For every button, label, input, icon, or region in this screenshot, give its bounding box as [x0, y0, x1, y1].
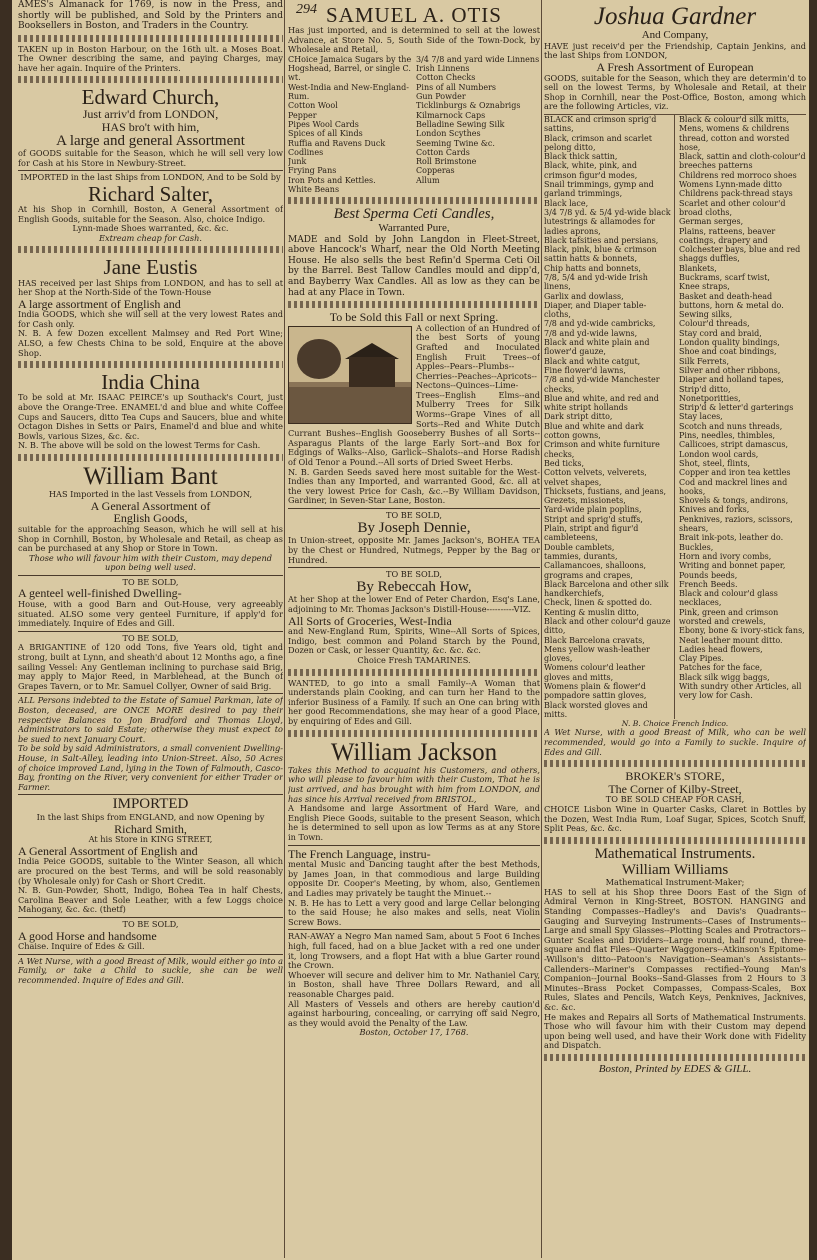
otis-goods [288, 55, 540, 194]
article-item: Strip'd ditto, [679, 384, 731, 394]
eustis-nb: N. B. A few Dozen excellent Malmsey and Red Port Wine; ALSO, a few Chests China to be sold, Enquire at the above Shop. [18, 328, 283, 358]
article-item: Patches for the face, [679, 663, 763, 673]
candles-body: MADE and Sold by John Langdon in Fleet-Street, above Hancock's Wharf, near the Old North Meeting House. He also sells the best Refin'd Sperma Ceti Oil by the Barrel. Best Tallow Candles mould and dipp'd, and Bayberry Wax Candles. All as low as they can be had at any Place in Town. [288, 234, 540, 298]
goods-item: Copperas [416, 166, 455, 176]
article-item: Childrens red morroco shoes [679, 170, 797, 180]
article-item: Black and white plain and flower'd gauze, [544, 338, 650, 357]
runaway-reward: Whoever will secure and deliver him to Mr. Nathaniel Cary, in Boston, shall have Three Dollars Reward, and all reasonable Charges paid. [288, 969, 540, 999]
runaway-caution: All Masters of Vessels and others are hereby caution'd against harbouring, concealing, or carrying off said Negro, as they would avoid the Penalty of the Law. [288, 998, 540, 1028]
eustis-body: HAS received per last Ships from LONDON, and has to sell at her Shop at the North-Side of the Town-House [18, 277, 283, 298]
goods-item: London Scythes [416, 129, 481, 139]
article-item: Kenting & muslin ditto, [544, 607, 640, 617]
goods-item: Roll Brimstone [416, 157, 477, 167]
smith-body: India Peice GOODS, suitable to the Winter Season, all which are procured on the best Terms, and will be sold reasonably (by Wholesale only) for Cash or Short Credit. [18, 856, 283, 886]
divider [288, 669, 540, 676]
article-item: Black Barcelona cravats, [544, 635, 645, 645]
divider [18, 631, 283, 632]
article-item: Crimson and white furniture checks, [544, 440, 660, 459]
how-body2: and New-England Rum, Spirits, Wine--All Sorts of Spices, Indigo, best common and Poland Starch by the Pound, Dozen or Cask, or lesser Quantity, &c. &c. &c. [288, 626, 540, 656]
article-item: Sewing silks, [679, 310, 733, 320]
runaway-notice: RAN-AWAY a Negro Man named Sam, about 5 Foot 6 Inches high, full faced, had on a blue Jacket with a red one under it, long Trowsers, and a flopt Hat with a blue Garter round the Crown. [288, 931, 540, 971]
to-be-sold: TO BE SOLD, [122, 919, 179, 930]
article-item: Horn and ivory combs, [679, 551, 772, 561]
article-item: Copper and iron tea kettles [679, 468, 791, 478]
divider [288, 567, 540, 568]
goods-item: Spices of all Kinds [288, 129, 363, 139]
article-item: Scarlet and other colour'd broad cloths, [679, 198, 786, 217]
goods-item: Gun Powder [416, 92, 466, 102]
gardner-items-left [544, 115, 675, 719]
goods-item: Allum [416, 175, 440, 185]
candles-sub: Warranted Pure, [378, 222, 450, 235]
article-item: Snail trimmings, gymp and garland trimmings, [544, 180, 654, 199]
article-item: Colour'd threads, [679, 319, 750, 329]
goods-item: Cotton Wool [288, 101, 338, 111]
article-item: Knives and forks, [679, 505, 750, 515]
article-item: Dark stript ditto, [544, 412, 613, 422]
wanted-notice: WANTED, to go into a small Family--A Woman that understands plain Cooking, and can turn her Hand to the inferior Business of a Family. If such an One can bring with her good Recommendations, she may hear of a good Place, by enquiring of Edes and Gill. [288, 677, 540, 727]
article-item: Silk Ferrets, [679, 356, 730, 366]
divider [18, 454, 283, 461]
french-nb: N. B. He has to Lett a very good and large Cellar belonging to the said House; he also makes and sells, neat Violin Screw Bows. [288, 897, 540, 927]
article-item: Black, crimson and scarlet pelong ditto, [544, 133, 652, 152]
goods-item: White Beans [288, 184, 340, 194]
article-item: 3/4 7/8 yd. & 5/4 yd-wide black lutestrings & allamodes for ladies aprons, [544, 207, 671, 236]
article-item: Pounds beeds, [679, 570, 738, 580]
nurse-notice: A Wet Nurse, with a good Breast of Milk, would either go into a Family, or take a Child to suckle, she can be well recommended. Inquire of Edes and Gill. [18, 955, 283, 985]
divider [288, 197, 540, 204]
newspaper-page [12, 0, 809, 1260]
divider [18, 170, 283, 171]
how-body: At her Shop at the lower End of Peter Chardon, Esq's Lane, adjoining to Mr. Thomas Jackson's Distill-House----------VIZ. [288, 594, 540, 615]
article-item: Black silk wigg baggs, [679, 672, 770, 682]
gardner-items-right [679, 115, 806, 719]
article-item: Womens Lynn-made ditto [679, 180, 782, 190]
divider [18, 35, 283, 42]
article-item: Fine flower'd lawns, [544, 365, 626, 375]
india-body: To be sold at Mr. ISAAC PEIRCE's up Southack's Court, just above the Orange-Tree. ENAMEL'd and blue and white Coffee Cups and Saucers, ditto Tea Cups and Saucers, blue and white Octagon Dishes in Setts or Pairs, Enamel'd and blue and white Bowls, various Sizes, &c. &c. [18, 392, 283, 441]
column-middle [288, 0, 540, 1258]
article-item: Black and colour'd glass necklaces, [679, 589, 778, 608]
divider [18, 954, 283, 955]
dwelling-body: House, with a good Barn and Out-House, very agreeably situated. ALSO some very genteel Furniture, if apply'd for immediately. Inquire of Edes and Gill. [18, 599, 283, 629]
article-item: Pins, needles, thimbles, [679, 431, 776, 441]
gardner-body: GOODS, suitable for the Season, which they are determin'd to sell on the lowest Terms, by Wholesale and Retail, at their Shop in Cornhill, near the Post-Office, Boston, among which are the following Articles, viz. [544, 72, 806, 112]
divider [288, 301, 540, 308]
goods-item: Pepper [288, 110, 317, 120]
goods-item: Cotton Cards [416, 147, 470, 157]
article-item: Neat leather mount ditto. [679, 635, 783, 645]
article-item: Black, sattin and cloth-colour'd breeches patterns [679, 152, 806, 171]
article-item: Double camblets, [544, 542, 615, 552]
salter-heading: Richard Salter, [87, 182, 214, 207]
article-item: tammies, durants, [544, 551, 618, 561]
divider [288, 929, 540, 930]
divider [18, 76, 283, 83]
article-item: Shovels & tongs, andirons, [679, 496, 789, 506]
trees-nb: N. B. Garden Seeds saved here most suitable for the West-Indies than any Imported, and warranted Good, &c. all at the very lowest Price for Cash, &c.--By William Davidson, Gardiner, in Seven-Star Lane, Boston. [288, 466, 540, 506]
broker-body: CHOICE Lisbon Wine in Quarter Casks, Claret in Bottles by the Dozen, West India Rum, Loaf Sugar, Spices, Scotch Snuff, Split Peas, &c. &c. [544, 804, 806, 834]
how-big: All Sorts of Groceries, West-India [288, 613, 452, 628]
divider [544, 760, 806, 767]
brig-notice: A BRIGANTINE of 120 odd Tons, five Years old, tight and strong, built at Lynn, and sheath'd about 12 Months ago, a fine sailing Vessel: Any Gentleman inclining to purchase said Brig, may apply to Major Reed, in Marblehead, at the Bunch of Grapes Tavern, or to Mr. Samuel Collyer, Owner of said Brig. [18, 642, 283, 691]
williams-heading: William Williams [621, 861, 729, 878]
article-item: Cod and mackrel lines and hooks, [679, 477, 788, 496]
church-line: HAS bro't with him, [101, 119, 200, 134]
goods-item: CHoice Jamaica Sugars by the Hogshead, Barrel, or single C. wt. [288, 54, 412, 83]
divider [288, 845, 540, 846]
article-item: 7/8 and yd-wide lawns, [544, 328, 638, 338]
otis-goods-right [416, 55, 540, 194]
tree-icon [297, 339, 341, 379]
french-heading: The French Language, instru- [288, 846, 431, 861]
otis-heading: SAMUEL A. OTIS [326, 3, 502, 27]
goods-item: Kilmarnock Caps [416, 110, 486, 120]
otis-goods-left [288, 55, 412, 194]
article-item: Penknives, raziors, scissors, shears, [679, 514, 793, 534]
how-tamarines: Choice Fresh TAMARINES. [357, 655, 471, 666]
article-item: Black, white, pink, and crimson figur'd modes, [544, 161, 638, 180]
to-be-sold: TO BE SOLD, [122, 576, 179, 587]
church-body: of GOODS suitable for the Season, which he will sell very low for Cash at his Store in Newbury-Street. [18, 148, 283, 168]
goods-item: Junk [288, 157, 307, 167]
williams-body: HAS to sell at his Shop three Doors East of the Sign of Admiral Vernon in King-Street, BOSTON. HANGING and Standing Compasses--Hadley's and Davis's Quadrants--Gauging and Surveying Instruments--Cases of Instruments--Large and small Spy Glasses--Plotting Scales and Protractors--Gunter Scales and Dividers--Large round, half round, three-square and flat Files--Quarter Waggoners--Atkinson's Epitome--Willson's ditto--Patoon's Navigation--Seaman's Assistants--Callenders--Mariner's Compasses rectified--Young Man's Companion--Journal Books--Sand-Glasses from 2 Hours to 3 Minutes--Brass Pocket Compasses, Compass-Scales, Box Rules, Slates and Pencils, Watch Keys, Penknives, Jacknives, &c. &c. [544, 886, 806, 1013]
column-right [544, 0, 806, 1258]
williams-body2: He makes and Repairs all Sorts of Mathematical Instruments. Those who will favour him with their Custom may depend upon being well used, and have their Work done with Fidelity and Dispatch. [544, 1011, 806, 1051]
divider [18, 794, 283, 795]
article-item: London wool cards, [679, 449, 759, 459]
article-item: Writing and bonnet paper, [679, 561, 786, 571]
article-item: Brait ink-pots, leather do. [679, 533, 784, 543]
article-item: Silver and other ribbons, [679, 365, 781, 375]
article-item: Shoe and coat bindings, [679, 347, 777, 357]
article-item: Stay laces, [679, 412, 723, 422]
salter-pre: IMPORTED in the last Ships from LONDON, And to be Sold by [20, 172, 281, 183]
column-rule [541, 0, 542, 1258]
divider [544, 1054, 806, 1061]
article-item: Strip'd & letter'd garterings [679, 403, 794, 413]
otis-body: Has just imported, and is determined to sell at the lowest Advance, at Store No. 5, South Side of the Town-Dock, by Wholesale and Retail, [288, 25, 540, 55]
broker-corner: The Corner of Kilby-Street, [608, 781, 742, 796]
goods-item: Cotton Checks [416, 73, 476, 83]
article-item: Womens colour'd leather gloves and mitts, [544, 663, 646, 682]
article-item: Knee straps, [679, 282, 730, 292]
gardner-items [544, 114, 806, 719]
smith-at: At his Store in KING STREET, [88, 834, 213, 845]
dennie-heading: By Joseph Dennie, [357, 519, 471, 536]
article-item: Garlix and dowlass, [544, 291, 624, 301]
smith-nb: N. B. Gun-Powder, Shott, Indigo, Bohea Tea in half Chests, Carolina Beaver and Sole Leather, with a few Loggs choice Mahogany, &c. &c. (thetf) [18, 885, 283, 915]
candles-heading: Best Sperma Ceti Candles, [333, 206, 495, 223]
imported-heading: IMPORTED [112, 796, 189, 813]
gardner-big: A Fresh Assortment of European [596, 59, 754, 74]
nurse-notice-right: A Wet Nurse, with a good Breast of Milk, who can be well recommended, would go into a Family to suckle. Inquire of Edes and Gill. [544, 727, 806, 757]
goods-item: Seeming Twine &c. [416, 138, 495, 148]
divider [18, 246, 283, 253]
article-item: Buckles, [679, 542, 714, 552]
eustis-body2: India GOODS, which she will sell at the very lowest Rates and for Cash only. [18, 309, 283, 329]
article-item: London quality bindings, [679, 338, 780, 348]
article-item: German serges, [679, 217, 744, 227]
to-be-sold: TO BE SOLD, [122, 632, 179, 643]
dennie-body: In Union-street, opposite Mr. James Jackson's, BOHEA TEA by the Chest or Hundred, Nutmegs, Pepper by the Bag or Hundred. [288, 535, 540, 565]
article-item: Scotch and nuns threads, [679, 421, 783, 431]
indigo-note: N. B. Choice French Indico. [621, 719, 729, 729]
gardner-heading: Joshua Gardner [593, 3, 757, 30]
article-item: Buckrams, scarf twist, [679, 273, 770, 282]
article-item: French Beeds. [679, 579, 738, 589]
article-item: Blue and white, and red and white stript hollands [544, 393, 659, 413]
goods-item: 3/4 7/8 and yard wide Linnens [416, 54, 540, 64]
india-heading: India China [101, 370, 200, 395]
article-item: Blue and white and dark cotton gowns, [544, 421, 644, 441]
math-heading: Mathematical Instruments. [594, 845, 756, 862]
woodcut-illustration [288, 326, 412, 424]
article-item: Cotton velvets, velverets, velvet shapes, [544, 468, 647, 487]
article-item: Black tafsities and persians, [544, 235, 659, 245]
bant-line: English Goods, [113, 511, 188, 526]
article-item: Bed ticks, [544, 458, 585, 468]
salter-cash: Extream cheap for Cash. [98, 232, 203, 243]
gardner-co: And Company, [641, 29, 709, 42]
article-item: Basket and death-head buttons, horn & metal do. [679, 291, 784, 310]
article-item: Pink, green and crimson worsted and crewels, [679, 607, 779, 626]
article-item: Black worsted gloves and mitts. [544, 700, 648, 719]
article-item: Black lace, [544, 198, 589, 208]
bant-note: Those who will favour him with their Custom, may depend upon being well used. [29, 552, 272, 573]
article-item: Stript and sprig'd stuffs, [544, 514, 643, 524]
bant-line: A General Assortment of [90, 498, 211, 513]
article-item: Nonetporitties, [679, 393, 741, 403]
divider [18, 361, 283, 368]
article-item: Yard-wide plain poplins, [544, 505, 642, 515]
jackson-heading: William Jackson [330, 738, 498, 766]
salter-shoes: Lynn-made Shoes warranted, &c. &c. [72, 223, 229, 234]
smith-heading: Richard Smith, [114, 821, 187, 836]
church-line: A large and general Assortment [56, 132, 245, 149]
divider [288, 508, 540, 509]
french-body: mental Music and Dancing taught after the best Methods, by James Joan, in that commodious and large Building opposite Dr. Cooper's Meeting, by whom, also, Gentlemen and Ladies may privately be taught the Minuet.-- [288, 859, 540, 898]
article-item: Plain, stript and figur'd cambleteens, [544, 524, 639, 543]
article-item: Mens, womens & childrens thread, cotton and worsted hose, [679, 124, 790, 152]
article-item: Mens yellow wash-leather gloves, [544, 644, 650, 664]
bant-heading: William Bant [83, 462, 218, 490]
article-item: Ladies head flowers, [679, 644, 763, 654]
divider [288, 730, 540, 737]
imprint: Boston, Printed by EDES & GILL. [598, 1062, 752, 1075]
article-item: Chip hatts and bonnets, [544, 263, 641, 273]
goods-item: Pins of all Numbers [416, 82, 497, 92]
article-item: Grezets, missionets, [544, 496, 626, 506]
williams-maker: Mathematical Instrument-Maker; [605, 877, 745, 888]
article-item: 7/8, 5/4 and yd-wide Irish linens, [544, 273, 648, 292]
column-rule [284, 0, 285, 1258]
article-item: Diaper and holland tapes, [679, 375, 784, 385]
horse-body: Chaise. Inquire of Edes & Gill. [18, 941, 145, 952]
goods-item: Codlines [288, 147, 324, 157]
boat-notice: TAKEN up in Boston Harbour, on the 16th ult. a Moses Boat. The Owner describing the same, and paying Charges, may have her again. Inquire of the Printers. [18, 43, 283, 73]
article-item: 7/8 and yd-wide Manchester checks, [544, 375, 660, 394]
article-item: Black Barcelona and other silk handkerchiefs, [544, 579, 669, 599]
broker-tbs: TO BE SOLD CHEAP FOR CASH, [605, 794, 745, 805]
church-heading: Edward Church, [81, 85, 220, 110]
goods-item: Iron Pots and Kettles. [288, 175, 376, 185]
jackson-body: A Handsome and large Assortment of Hard Ware, and English Piece Goods, suitable to the present Season, which he is determined to sell upon as low Terms as at any Store in Town. [288, 803, 540, 843]
almanac-notice: AMES's Almanack for 1769, is now in the Press, and shortly will be published, and Sold by the Printers and Booksellers in Boston, and Traders in the Country. [18, 0, 283, 31]
smith-pre: In the last Ships from ENGLAND, and now Opening by [36, 812, 265, 823]
how-heading: By Rebeccah How, [356, 578, 472, 595]
bant-line: HAS Imported in the last Vessels from LONDON, [48, 489, 253, 500]
article-item: Black thick sattin, [544, 152, 618, 162]
parkman-notice: ALL Persons indebted to the Estate of Samuel Parkman, late of Boston, deceased, are ONCE MORE desired to pay their respective Balances to Jon Bradford and Thomas Lloyd, Administrators to said Estate; otherwise they must expect to be sued to next January Court. [18, 695, 283, 744]
divider [544, 837, 806, 844]
runaway-date: Boston, October 17, 1768. [359, 1027, 469, 1038]
article-item: Check, linen & spotted do. [544, 598, 652, 608]
article-item: Stay cord and braid, [679, 328, 762, 338]
trees-body: A collection of an Hundred of the best Sorts of young Grafted and Inoculated English Fruit Trees--of Apples--Pears--Plumbs--Cherries--Peaches--Apricots--Nectons--Quinces--Lime-Trees--English Elms--and Mulberry Trees for Silk Worms--Grape Vines of all Sorts--Red and White Dutch Currant Bushes--English Gooseberry Bushes of all Sorts--Asparagus Plants of the large Early Sort--and Box for Edgings of Walks--Also, Garlick--Shalots--and Horse Radish of Old Tenor a Pound.--All sorts of Dried Sweet Herbs. [288, 322, 540, 468]
to-be-sold: TO BE SOLD, [385, 569, 442, 580]
house-icon [349, 357, 395, 387]
gardner-intro: HAVE just receiv'd per the Friendship, Captain Jenkins, and the last Ships from LONDON, [544, 40, 806, 61]
eustis-big: A large assortment of English and [18, 296, 181, 311]
column-left [18, 0, 283, 1258]
goods-item: West-India and New-England-Rum. [288, 82, 409, 102]
goods-item: Ruffia and Ravens Duck [288, 138, 386, 148]
goods-item: Irish Linnens [416, 64, 470, 74]
article-item: Black, pink, blue & crimson sattin hatts & bonnets, [544, 245, 657, 264]
article-item: Childrens pack-thread stays [679, 189, 793, 199]
article-item: Callicoes, stript damascus, [679, 440, 789, 450]
article-item: Clay Pipes. [679, 654, 724, 664]
bant-body: suitable for the approaching Season, which he will sell at his Shop in Cornhill, Boston, by Wholesale and Retail, as cheap as can be purchased at any Shop or Store in Town. [18, 523, 283, 554]
article-item: Black and other colour'd gauze ditto, [544, 616, 671, 636]
church-line: Just arriv'd from LONDON, [82, 107, 219, 122]
spring-heading: To be Sold this Fall or next Spring. [329, 310, 499, 325]
divider [18, 917, 283, 918]
article-item: Thicksets, fustians, and jeans, [544, 486, 667, 496]
parkman-notice-2: To be sold by said Administrators, a small convenient Dwelling-House, in Salt-Alley, leading into Union-Street. Also, 50 Acres of choice improved Land, lying in the Town of Falmouth, Casco-Bay, fronting on the River, very convenient for either Trader or Farmer. [18, 743, 283, 792]
goods-item: Frying Pans [288, 166, 337, 176]
article-item: Shot, steel, flints, [679, 458, 751, 468]
article-item: 7/8 and yd-wide cambricks, [544, 319, 656, 329]
broker-heading: BROKER's STORE, [625, 769, 725, 784]
article-item: Black and white catgut, [544, 356, 641, 366]
article-item: Diaper, and Diaper table-cloths, [544, 300, 647, 320]
article-item: With sundry other Articles, all very low for Cash. [679, 682, 802, 701]
article-item: Blankets, [679, 263, 717, 273]
article-item: BLACK and crimson sprig'd sattins, [544, 114, 657, 134]
smith-big: A General Assortment of English and [18, 843, 198, 858]
dwelling-big: A genteel well-finished Dwelling- [18, 586, 182, 601]
article-item: Womens plain & flower'd pompadore sattin gloves, [544, 682, 647, 701]
divider [18, 575, 283, 576]
salter-body: At his Shop in Cornhill, Boston, A General Assortment of English Goods, suitable for the Season. Also, choice Indigo. [18, 204, 283, 224]
india-nb: N. B. The above will be sold on the lowest Terms for Cash. [18, 440, 261, 451]
to-be-sold: TO BE SOLD, [385, 510, 442, 521]
article-item: Ebony, bone & ivory-stick fans, [679, 626, 805, 636]
goods-item: Ticklinburgs & Oznabrigs [416, 101, 521, 111]
horse-big: A good Horse and handsome [18, 928, 157, 943]
article-item: Plains, ratteens, beaver coatings, drapery and Colchester bays, blue and red shaggs duffles, [679, 226, 801, 264]
eustis-heading: Jane Eustis [103, 255, 198, 280]
divider [18, 693, 283, 694]
goods-item: Pipes Wool Cards [288, 119, 359, 129]
jackson-intro: Takes this Method to acquaint his Customers, and others, who will please to favour him with their Custom, That he is just arrived, and has brought with him from LONDON, and has since his Arrival received from BRISTOL, [288, 764, 540, 804]
page-number-marker: 294 [296, 2, 317, 17]
goods-item: Belladine Sewing Silk [416, 119, 505, 129]
article-item: Callamancoes, shalloons, grograms and crapes, [544, 561, 647, 580]
article-item: Black & colour'd silk mitts, [679, 114, 790, 124]
